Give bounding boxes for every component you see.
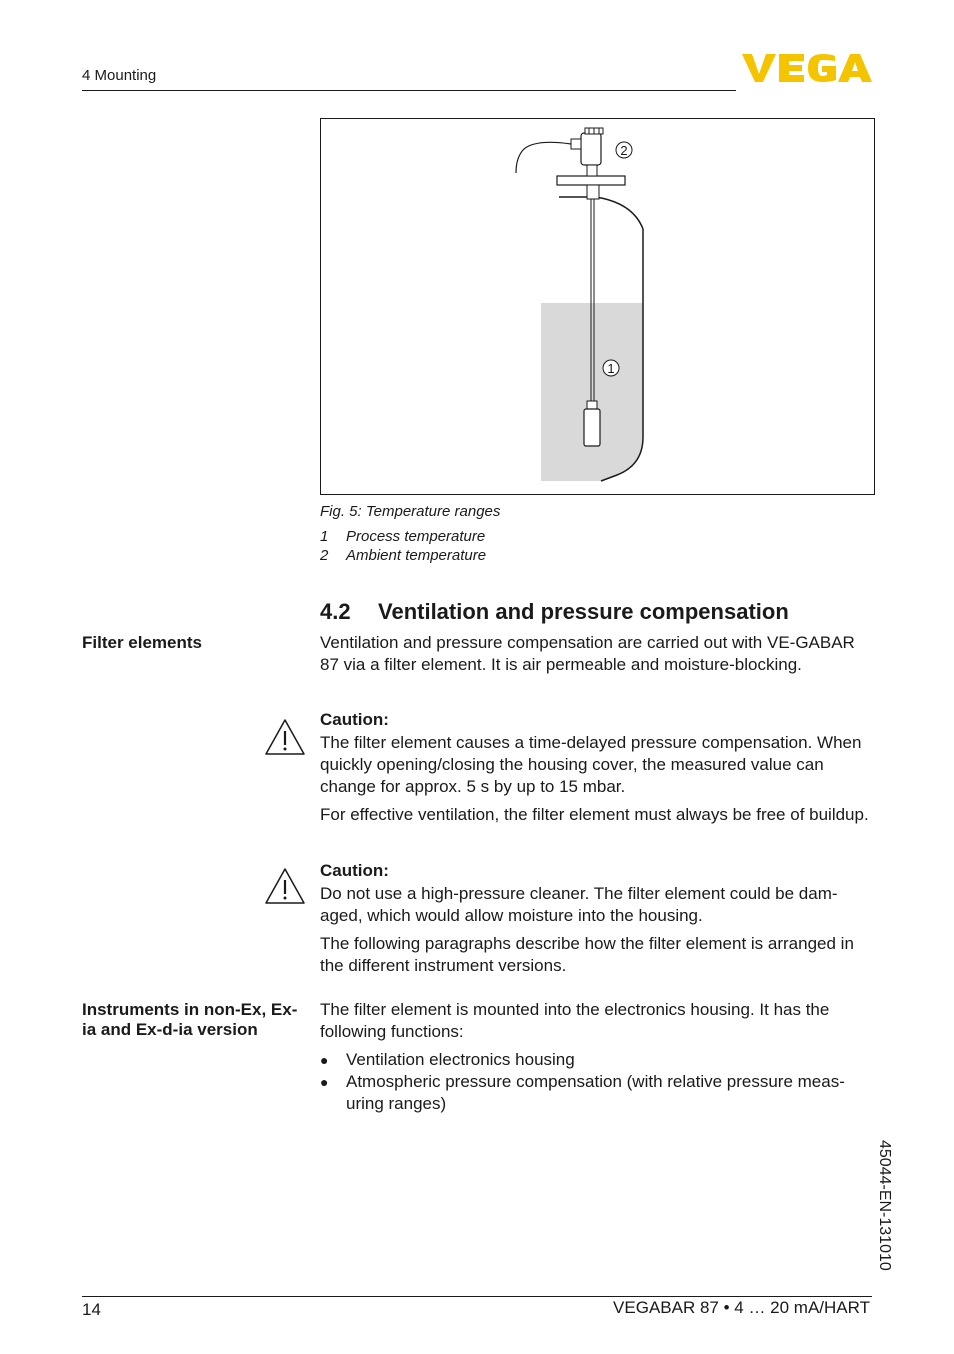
logo-letter-e (779, 54, 804, 82)
side-label-filter-elements: Filter elements (82, 633, 202, 652)
flange (557, 176, 625, 185)
section-number: 4.2 (320, 599, 351, 624)
caution-text: The filter element causes a time-delayed pressure compensation. When quickly opening/closing the housing cover, the measured value can change for approx. 5 s by up to 15 mbar. (320, 733, 862, 796)
list-item-text: Atmospheric pressure compensation (with relative pressure meas-uring ranges) (346, 1072, 845, 1113)
figure-temperature-ranges (320, 118, 875, 495)
paragraph-ventilation: For effective ventilation, the filter element must always be free of buildup. (320, 805, 869, 824)
liquid-area (541, 303, 643, 481)
paragraph-intro: Ventilation and pressure compensation are carried out with VE-GABAR 87 via a filter element. It is air permeable and moisture-blocking. (320, 633, 855, 674)
side-label-instruments: Instruments in non-Ex, Ex-ia and Ex-d-ia version (82, 1000, 298, 1039)
page-number: 14 (82, 1300, 101, 1319)
document-code-text: 45044-EN-131010 (876, 1140, 893, 1271)
marker-2-label: 2 (620, 143, 628, 158)
list-item-text: Ventilation electronics housing (346, 1050, 575, 1069)
list-item (320, 1071, 876, 1115)
header-rule (82, 90, 736, 91)
sensor-housing (581, 133, 601, 165)
measuring-probe (584, 409, 600, 446)
caution-title: Caution: (320, 710, 389, 729)
paragraph-arrangement: The following paragraphs describe how the filter element is arranged in the different instrument versions. (320, 934, 854, 975)
logo-letter-v (742, 54, 776, 82)
bullet-icon: ● (320, 1074, 329, 1090)
figure-caption: Fig. 5: Temperature ranges (320, 503, 501, 520)
caution-text: Do not use a high-pressure cleaner. The filter element could be dam-aged, which would allow moisture into the housing. (320, 884, 838, 925)
legend-number: 1 (320, 528, 329, 545)
section-heading (320, 599, 789, 625)
list-item (320, 1049, 876, 1071)
legend-label: Ambient temperature (346, 547, 487, 564)
bullet-icon: ● (320, 1052, 329, 1068)
header-section-title: 4 Mounting (82, 67, 157, 84)
caution-title: Caution: (320, 861, 389, 880)
warning-icon (264, 867, 306, 905)
footer-title: VEGABAR 87 • 4 … 20 mA/HART (613, 1298, 870, 1317)
legend-item (320, 547, 486, 564)
footer-rule (82, 1296, 872, 1297)
process-fitting (587, 185, 599, 199)
connection-cable (516, 142, 571, 173)
legend-number: 2 (320, 547, 329, 564)
vega-logo (742, 52, 872, 84)
legend-item (320, 528, 485, 545)
warning-icon (264, 718, 306, 756)
logo-letter-g (808, 54, 836, 82)
paragraph-functions: The filter element is mounted into the electronics housing. It has the following functions: (320, 1000, 830, 1041)
cable-gland (571, 139, 581, 149)
section-title: Ventilation and pressure compensation (378, 599, 789, 624)
legend-label: Process temperature (346, 528, 486, 545)
document-code (873, 1140, 897, 1300)
tank-diagram (321, 119, 874, 494)
marker-1-label: 1 (607, 361, 615, 376)
